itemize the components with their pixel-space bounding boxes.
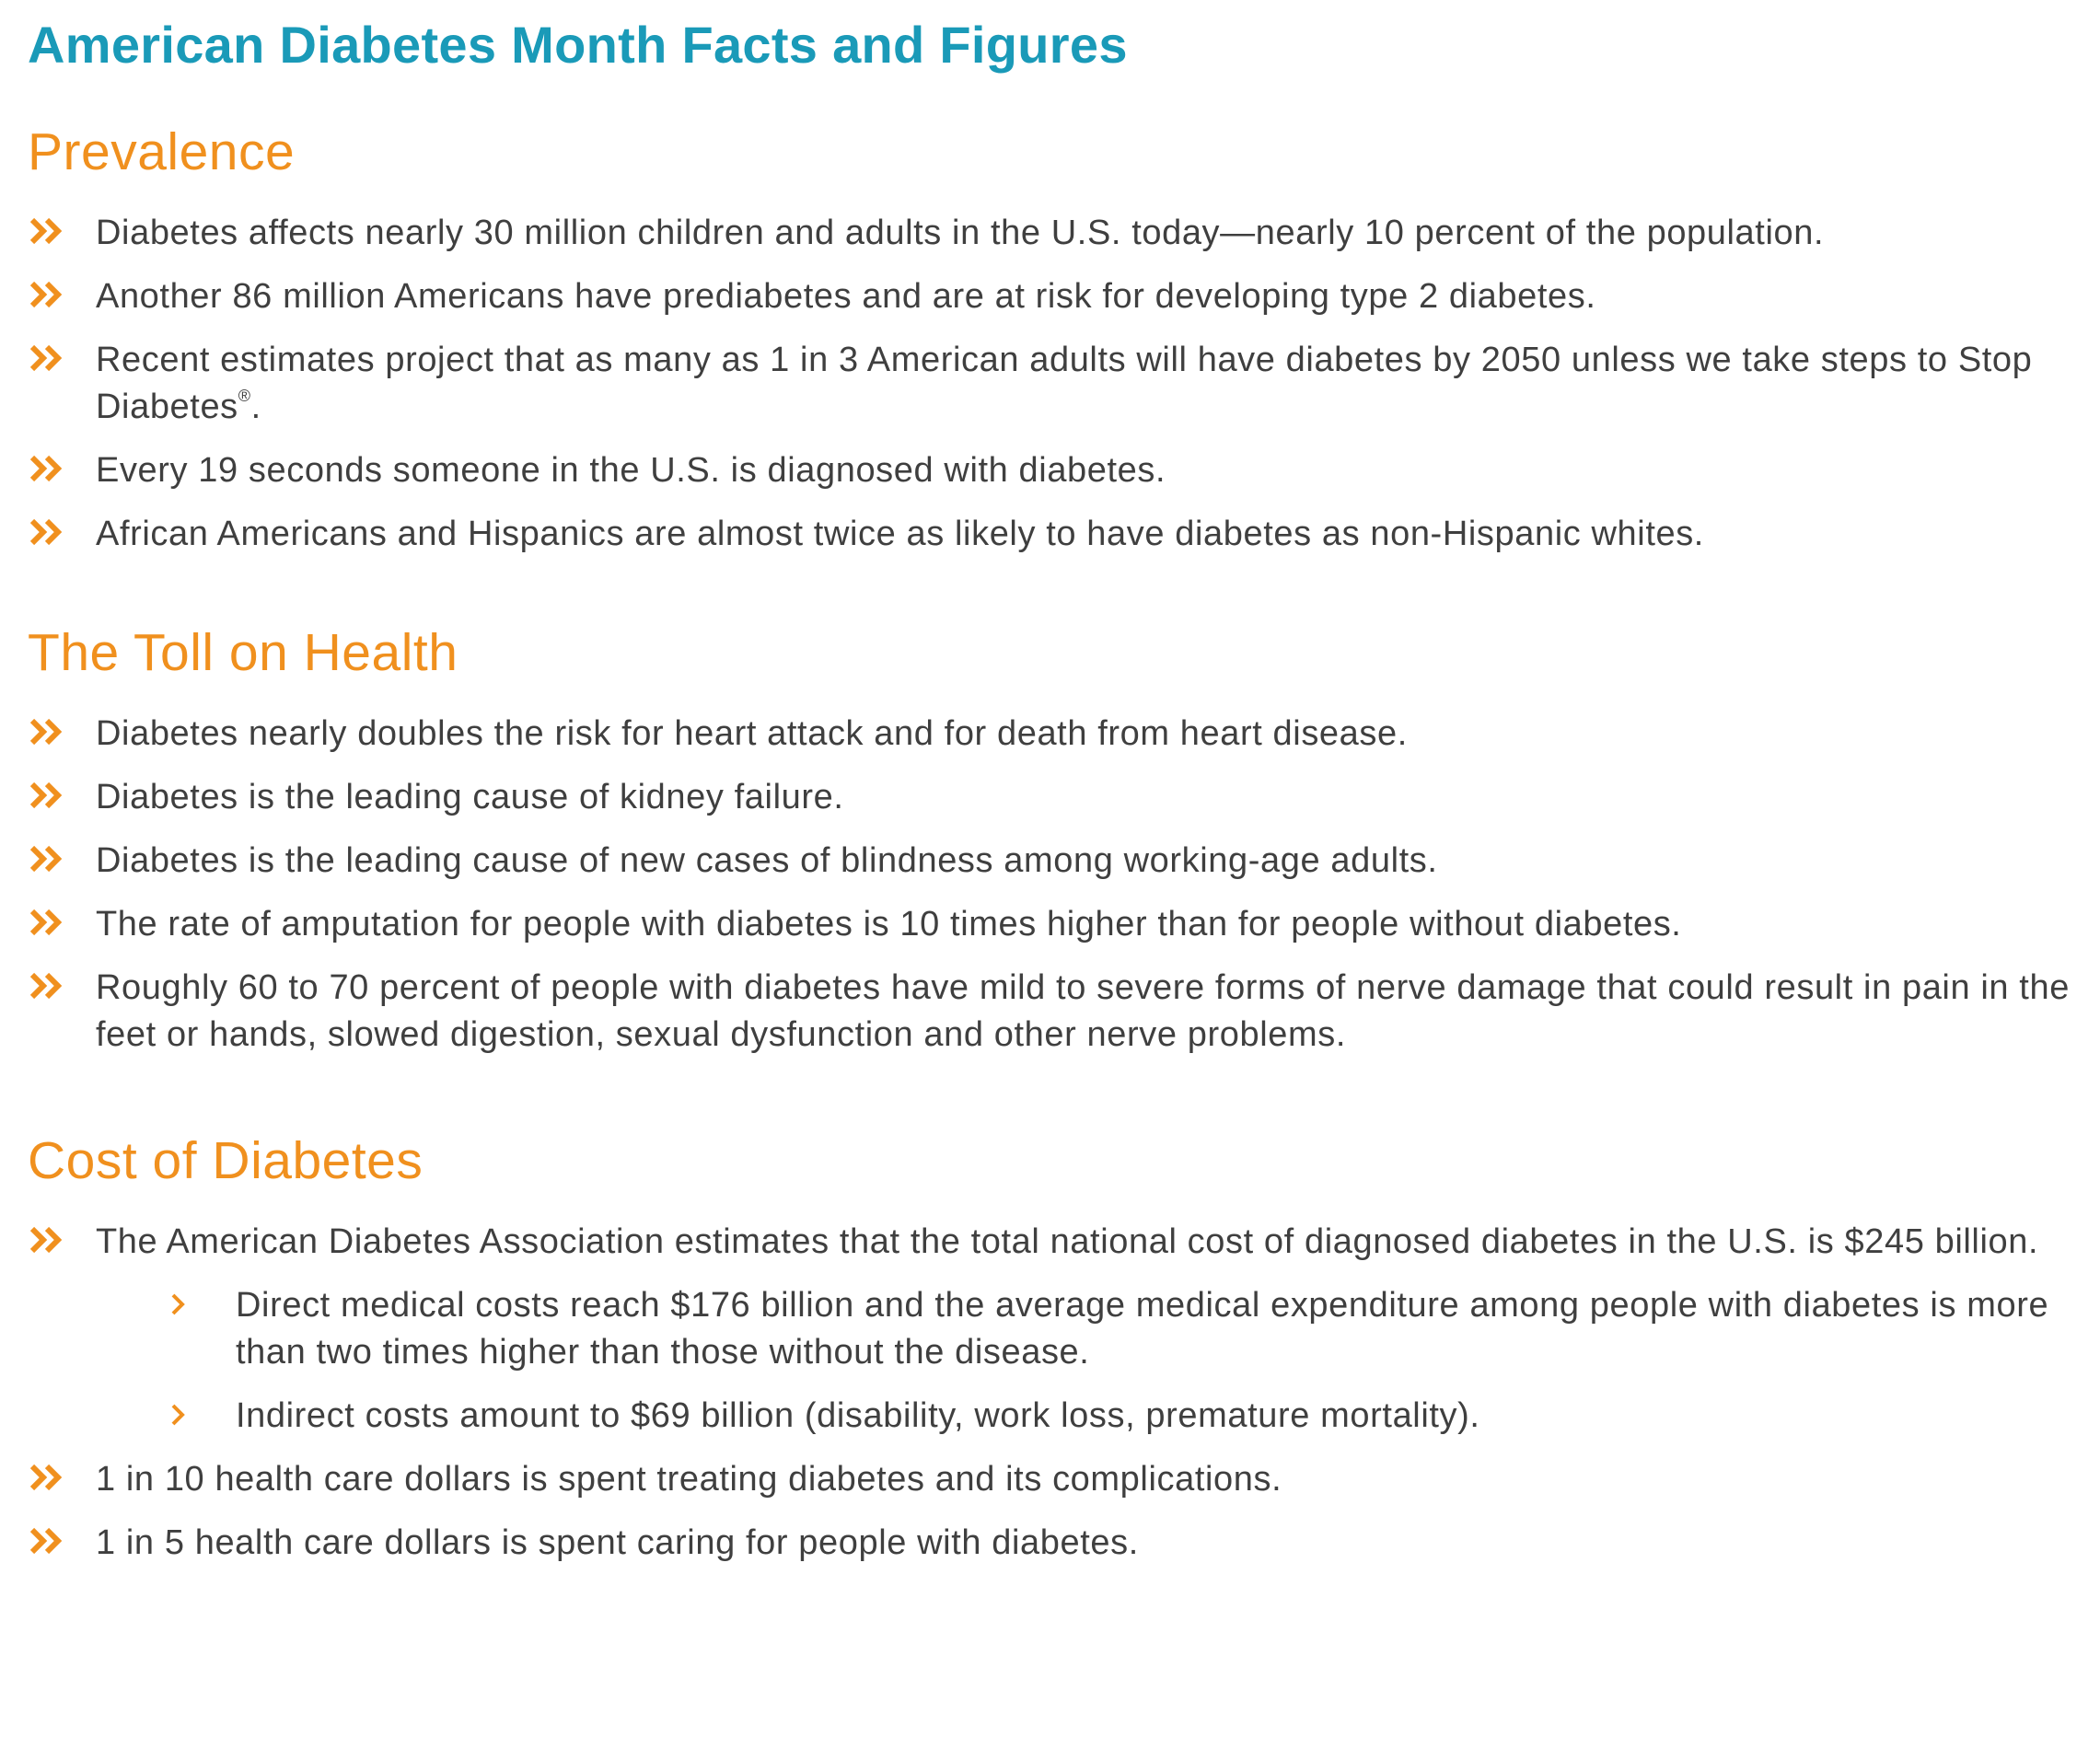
section-cost-of-diabetes xyxy=(28,1129,2071,1567)
sub-list-item xyxy=(166,1393,2071,1440)
double-chevron-right-icon xyxy=(29,217,66,245)
list-item xyxy=(28,711,2071,758)
list-item xyxy=(28,1456,2071,1503)
toll-on-health-list xyxy=(28,711,2071,1059)
list-item-text: The rate of amputation for people with diabetes is 10 times higher than for people without diabetes. xyxy=(96,905,1682,943)
sub-list-item-text: Direct medical costs reach $176 billion and the average medical expenditure among people with diabetes is more than two times higher than those without the disease. xyxy=(236,1286,2049,1372)
registered-mark: ® xyxy=(238,387,251,405)
cost-of-diabetes-list xyxy=(28,1219,2071,1567)
list-item-text: The American Diabetes Association estimates that the total national cost of diagnosed diabetes in the U.S. is $245 billion. xyxy=(96,1222,2039,1261)
section-heading-cost-of-diabetes: Cost of Diabetes xyxy=(28,1131,423,1190)
double-chevron-right-icon xyxy=(29,718,66,746)
list-item xyxy=(28,838,2071,885)
chevron-right-icon xyxy=(166,1291,193,1317)
list-item xyxy=(28,965,2071,1059)
sub-list-item xyxy=(166,1282,2071,1376)
section-heading-prevalence: Prevalence xyxy=(28,122,296,181)
list-item-text: Another 86 million Americans have prediabetes and are at risk for developing type 2 diabetes. xyxy=(96,277,1596,316)
double-chevron-right-icon xyxy=(29,281,66,308)
double-chevron-right-icon xyxy=(29,909,66,936)
list-item-text: Diabetes nearly doubles the risk for heart attack and for death from heart disease. xyxy=(96,714,1408,753)
section-toll-on-health xyxy=(28,620,2071,1059)
list-item xyxy=(28,337,2071,431)
double-chevron-right-icon xyxy=(29,1226,66,1254)
list-item xyxy=(28,1219,2071,1440)
list-item-text: Diabetes affects nearly 30 million children and adults in the U.S. today—nearly 10 percent of the population. xyxy=(96,214,1825,252)
double-chevron-right-icon xyxy=(29,455,66,482)
double-chevron-right-icon xyxy=(29,344,66,372)
list-item xyxy=(28,210,2071,257)
list-item xyxy=(28,774,2071,821)
list-item-text: 1 in 10 health care dollars is spent treating diabetes and its complications. xyxy=(96,1460,1282,1499)
cost-sub-list xyxy=(96,1282,2071,1440)
list-item xyxy=(28,273,2071,320)
double-chevron-right-icon xyxy=(29,1527,66,1555)
double-chevron-right-icon xyxy=(29,518,66,546)
section-prevalence xyxy=(28,120,2071,558)
chevron-right-icon xyxy=(166,1402,193,1428)
double-chevron-right-icon xyxy=(29,1464,66,1491)
list-item-text: Roughly 60 to 70 percent of people with diabetes have mild to severe forms of nerve damage that could result in pain in the feet or hands, slowed digestion, sexual dysfunction and other nerve problems. xyxy=(96,968,2070,1054)
list-item-text: Diabetes is the leading cause of kidney failure. xyxy=(96,778,844,816)
list-item-text: Diabetes is the leading cause of new cases of blindness among working-age adults. xyxy=(96,841,1438,880)
double-chevron-right-icon xyxy=(29,781,66,809)
page-title: American Diabetes Month Facts and Figures xyxy=(28,16,1128,74)
document-page xyxy=(28,0,2071,1583)
list-item-text: African Americans and Hispanics are almost twice as likely to have diabetes as non-Hispanic whites. xyxy=(96,515,1704,553)
prevalence-list xyxy=(28,210,2071,558)
list-item xyxy=(28,901,2071,948)
list-item-text: Every 19 seconds someone in the U.S. is diagnosed with diabetes. xyxy=(96,451,1166,490)
double-chevron-right-icon xyxy=(29,845,66,873)
list-item xyxy=(28,447,2071,494)
double-chevron-right-icon xyxy=(29,972,66,1000)
list-item-period: . xyxy=(250,388,261,426)
list-item xyxy=(28,1520,2071,1567)
list-item-text: Recent estimates project that as many as 1 in 3 American adults will have diabetes by 2050 unless we take steps to Stop Diabetes xyxy=(96,341,2033,426)
section-heading-toll-on-health: The Toll on Health xyxy=(28,623,458,682)
sub-list-item-text: Indirect costs amount to $69 billion (disability, work loss, premature mortality). xyxy=(236,1396,1480,1435)
list-item xyxy=(28,511,2071,558)
list-item-text: 1 in 5 health care dollars is spent caring for people with diabetes. xyxy=(96,1523,1139,1562)
